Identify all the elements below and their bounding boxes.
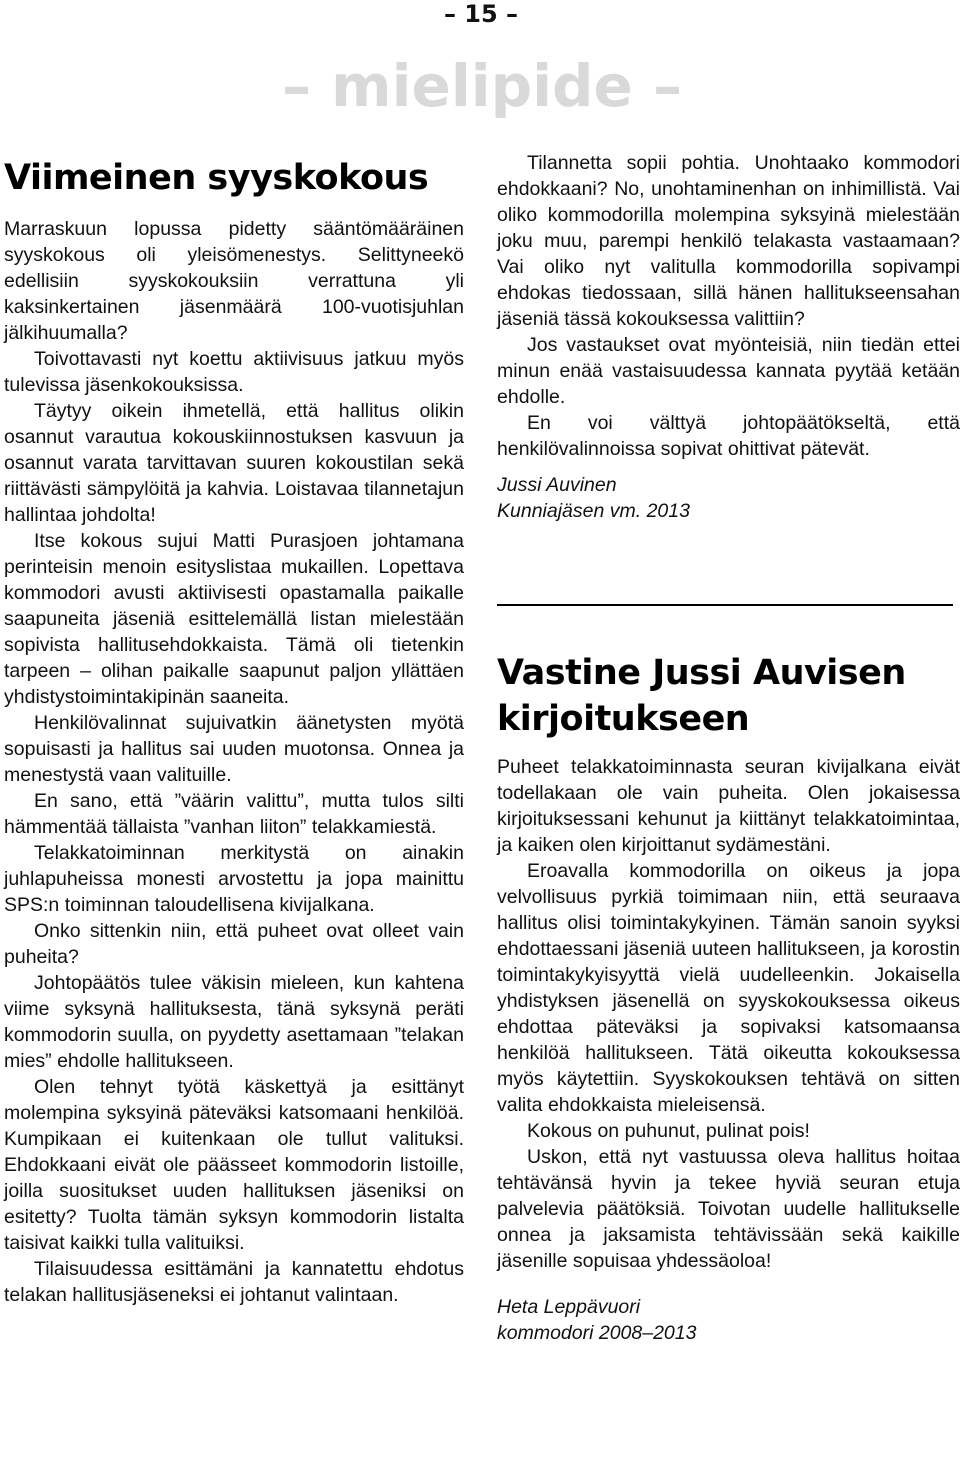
article-paragraph: Telakkatoiminnan merkitystä on ainakin juhlapuheissa monesti arvostettu ja jopa mainittu SPS:n toiminnan taloudellisena kivijalkana.: [4, 842, 464, 916]
article-paragraph: Itse kokous sujui Matti Purasjoen johtamana perinteisin menoin esityslistaa mukaillen. Lopettava kommodori avusti aktiivisesti opastamalla paikalle saapuneita jäseniä esittelemällä listan mielestään sopivista hallitusehdokkaista. Tämä oli tietenkin tarpeen – olihan paikalle saapunut paljon yllättäen yhdistystoimintakipinän saaneita.: [4, 530, 464, 708]
article-title: Vastine Jussi Auvisen kirjoitukseen: [497, 653, 906, 739]
article-paragraph: Uskon, että nyt vastuussa oleva hallitus hoitaa tehtävänsä hyvin ja tekee hyviä seuran etuja palvelevia päätöksiä. Toivotan uudelle hallitukselle onnea ja jaksamista tehtävissään sekä kaikille jäsenille sopuisaa yhdessäoloa!: [497, 1146, 960, 1272]
author-name: Jussi Auvinen: [497, 474, 617, 496]
article-viimeinen-syyskokous: [4, 150, 464, 1308]
author-signature: [497, 472, 960, 524]
article-paragraph: Marraskuun lopussa pidetty sääntömääräinen syyskokous oli yleisömenestys. Selittyneekö edellisiin syyskokouksiin verrattuna yli kaksinkertainen jäsenmäärä 100-vuotisjuhlan jälkihuumalla?: [4, 218, 464, 344]
article-paragraph: Toivottavasti nyt koettu aktiivisuus jatkuu myös tulevissa jäsenkokouksissa.: [4, 348, 464, 396]
article-paragraph: Kokous on puhunut, pulinat pois!: [527, 1120, 810, 1142]
article-paragraph: Johtopäätös tulee väkisin mieleen, kun kahtena viime syksynä hallituksesta, tänä syksynä peräti kommodorin suulla, on pyydetty asettamaan ”telakan mies” ehdolle hallitukseen.: [4, 972, 464, 1072]
author-signature: [497, 1294, 960, 1346]
article-vastine: [497, 650, 960, 1346]
article-paragraph: En sano, että ”väärin valittu”, mutta tulos silti hämmentää tällaista ”vanhan liiton” telakkamiestä.: [4, 790, 464, 838]
article-paragraph: Olen tehnyt työtä käskettyä ja esittänyt molempina syksyinä päteväksi katsomaani henkilöä. Kumpikaan ei kuitenkaan ole tullut valituksi. Ehdokkaani eivät ole päässeet kommodorin listoille, joilla suositukset uuden hallituksen jäseniksi on esitetty? Tuolta tämän syksyn kommodorin listalta taisivat kaikki tulla valituiksi.: [4, 1076, 464, 1254]
article-paragraph: Tilannetta sopii pohtia. Unohtaako kommodori ehdokkaani? No, unohtaminenhan on inhimillistä. Vai oliko kommodorilla molempina syksyinä mielestään joku muu, parempi henkilö telakasta vastaamaan? Vai oliko nyt valitulla kommodorilla sopivampi ehdokas tiedossaan, sillä hänen hallitukseensahan jäseniä tässä kokouksessa valittiin?: [497, 152, 960, 330]
article-paragraph: En voi välttyä johtopäätökseltä, että henkilövalinnoissa sopivat ohittivat pätevät.: [497, 412, 960, 460]
author-title: kommodori 2008–2013: [497, 1322, 697, 1344]
article-paragraph: Henkilövalinnat sujuivatkin äänetysten myötä sopuisasti ja hallitus sai uuden muotonsa. Onnea ja menestystä vaan valituille.: [4, 712, 464, 786]
article-divider: [497, 604, 953, 606]
article-paragraph: Jos vastaukset ovat myönteisiä, niin tiedän ettei minun enää vastaisuudessa kannata pyytää ketään ehdolle.: [497, 334, 960, 408]
article-paragraph: Eroavalla kommodorilla on oikeus ja jopa velvollisuus pyrkiä toimimaan niin, että seuraava hallitus olisi toimintakykyinen. Tämän sanoin syyksi ehdottaessani jäseniä uuteen hallitukseen, ja korostin toimintakykyisyyttä vielä uudelleenkin. Jokaisella yhdistyksen jäsenellä on syyskokouksessa oikeus ehdottaa päteväksi ja sopivaksi katsomaansa henkilöä hallitukseen. Tätä oikeutta kokouksessa myös käytettiin. Syyskokouksen tehtävä on sitten valita ehdokkaista mieleisensä.: [497, 860, 960, 1116]
author-title: Kunniajäsen vm. 2013: [497, 500, 690, 522]
article-paragraph: Täytyy oikein ihmetellä, että hallitus olikin osannut varautua kokouskiinnostuksen kasvuun ja osannut varata tarvittavan suuren kokoustilan sekä riittävästi sämpylöitä ja kahvia. Loistavaa tilannetajun hallintaa johdolta!: [4, 400, 464, 526]
article-paragraph: Puheet telakkatoiminnasta seuran kivijalkana eivät todellakaan ole vain puheita. Olen jokaisessa kirjoituksessani kehunut ja kiittänyt telakkatoimintaa, ja kaiken olen kirjoittanut sydämestäni.: [497, 756, 960, 856]
author-name: Heta Leppävuori: [497, 1296, 641, 1318]
right-column: [497, 150, 960, 1346]
article-paragraph: Tilaisuudessa esittämäni ja kannatettu ehdotus telakan hallitusjäseneksi ei johtanut valintaan.: [4, 1258, 464, 1306]
article-paragraph: Onko sittenkin niin, että puheet ovat olleet vain puheita?: [4, 920, 464, 968]
article-title: Viimeinen syyskokous: [4, 158, 429, 198]
section-title: – mielipide –: [281, 52, 683, 120]
page-number: – 15 –: [443, 0, 519, 28]
